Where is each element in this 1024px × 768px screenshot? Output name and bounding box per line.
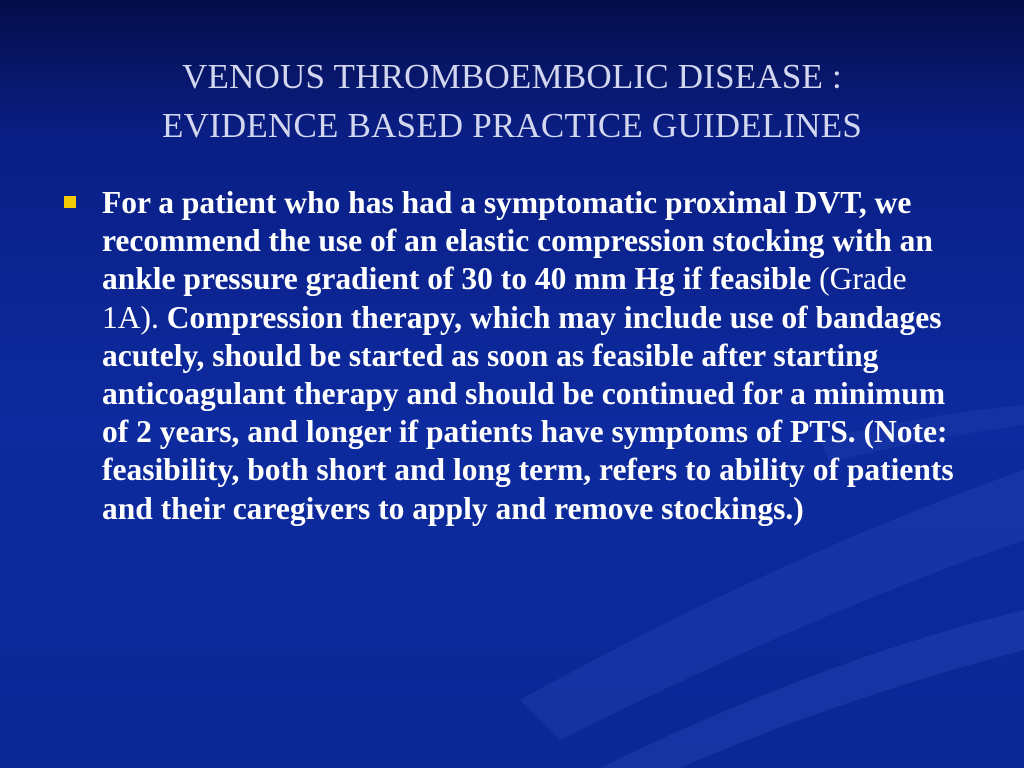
grade-label: (Grade 1A). — [102, 261, 907, 335]
bullet-text-main: For a patient who has had a symptomatic proximal DVT, we recommend the use of an elastic compression stocking with an ankle pressure gradient of 30 to 40 mm Hg if feasible — [102, 185, 933, 297]
slide-title — [40, 52, 984, 150]
square-bullet-icon — [64, 196, 76, 208]
slide-title-line-2: EVIDENCE BASED PRACTICE GUIDELINES — [162, 106, 862, 145]
bullet-list — [60, 184, 970, 528]
slide-title-line-1: VENOUS THROMBOEMBOLIC DISEASE : — [182, 57, 842, 96]
bullet-text-continued: Compression therapy, which may include use of bandages acutely, should be started as soon as feasible after starting anticoagulant therapy and should be continued for a minimum of 2 years, and longer if patients have symptoms of PTS. (Note: feasibility, both short and long term, refers to ability of patients and their caregivers to apply and remove stockings.) — [102, 299, 954, 526]
bullet-item — [60, 184, 970, 528]
